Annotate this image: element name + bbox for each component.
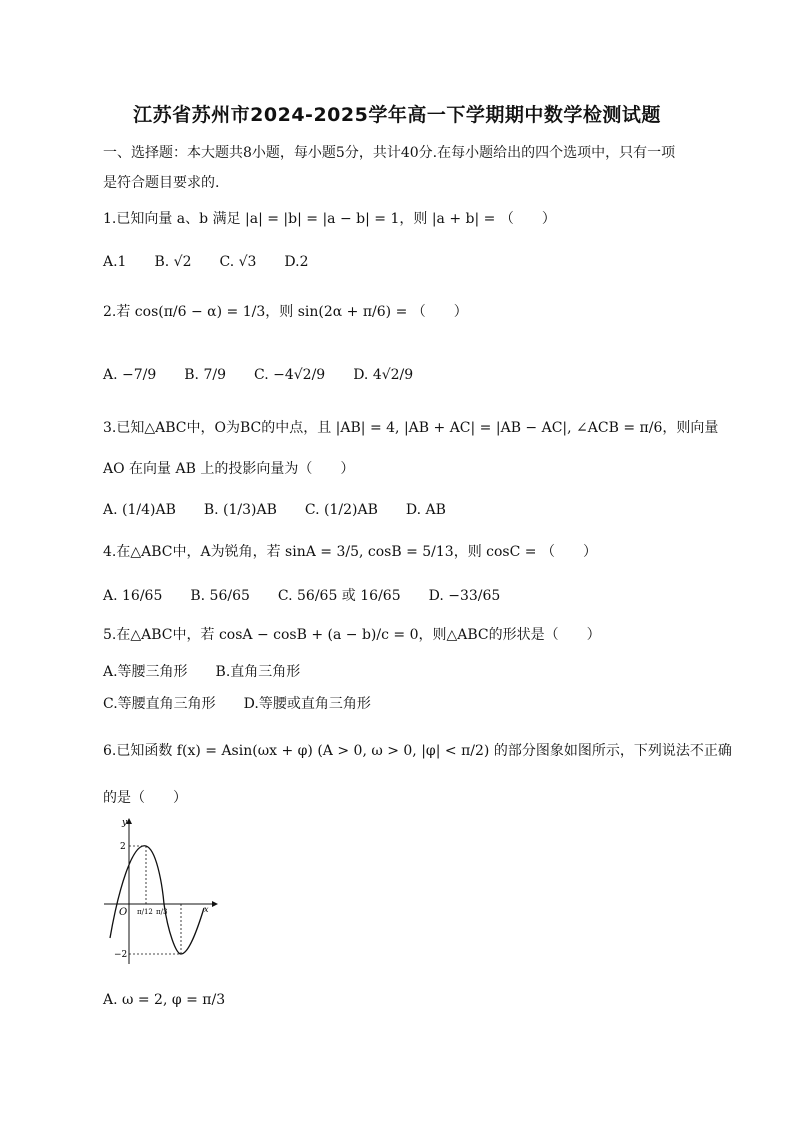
origin-label: O <box>119 907 128 918</box>
question-1-options: A.1 B. √2 C. √3 D.2 <box>103 254 309 270</box>
question-6-stem-line1: 6.已知函数 f(x) = Asin(ωx + φ) (A > 0, ω > 0, |φ| < π/2) 的部分图象如图所示，下列说法不正确 <box>103 743 732 759</box>
page-title: 江苏省苏州市2024-2025学年高一下学期期中数学检测试题 <box>133 104 661 126</box>
x-axis-arrow-icon <box>212 901 218 907</box>
question-4-options: A. 16/65 B. 56/65 C. 56/65 或 16/65 D. −33/65 <box>103 588 501 604</box>
x-tick-label-2: π/3 <box>156 908 168 916</box>
sine-curve <box>110 846 204 954</box>
section-instructions-line2: 是符合题目要求的. <box>103 175 220 191</box>
question-5-options-row2: C.等腰直角三角形 D.等腰或直角三角形 <box>103 696 371 712</box>
x-axis-label: x <box>204 905 209 914</box>
question-3-options: A. (1/4)AB B. (1/3)AB C. (1/2)AB D. AB <box>103 502 446 518</box>
x-tick-label-1: π/12 <box>137 908 153 916</box>
question-1-stem: 1.已知向量 a、b 满足 |a| = |b| = |a − b| = 1，则 |a + b| = （ ） <box>103 211 556 227</box>
y-min-label: −2 <box>114 950 128 960</box>
question-5-options-row1: A.等腰三角形 B.直角三角形 <box>103 664 301 680</box>
question-6-stem-line2: 的是（ ） <box>103 790 187 806</box>
question-2-stem: 2.若 cos(π/6 − α) = 1/3，则 sin(2α + π/6) = （ ） <box>103 304 468 320</box>
y-axis-label: y <box>122 818 128 828</box>
question-3-stem-line2: AO 在向量 AB 上的投影向量为（ ） <box>103 461 355 477</box>
question-2-options: A. −7/9 B. 7/9 C. −4√2/9 D. 4√2/9 <box>103 367 414 383</box>
question-3-stem-line1: 3.已知△ABC中，O为BC的中点，且 |AB| = 4, |AB + AC| = |AB − AC|, ∠ACB = π/6，则向量 <box>103 420 719 436</box>
y-max-label: 2 <box>120 842 126 852</box>
question-4-stem: 4.在△ABC中，A为锐角，若 sinA = 3/5, cosB = 5/13，则 cosC = （ ） <box>103 544 597 560</box>
question-6-option-a: A. ω = 2, φ = π/3 <box>103 992 226 1008</box>
question-5-stem: 5.在△ABC中，若 cosA − cosB + (a − b)/c = 0，则△ABC的形状是（ ） <box>103 627 601 643</box>
section-instructions-line1: 一、选择题：本大题共8小题，每小题5分，共计40分.在每小题给出的四个选项中，只有一项 <box>103 145 676 161</box>
function-graph <box>100 812 220 967</box>
